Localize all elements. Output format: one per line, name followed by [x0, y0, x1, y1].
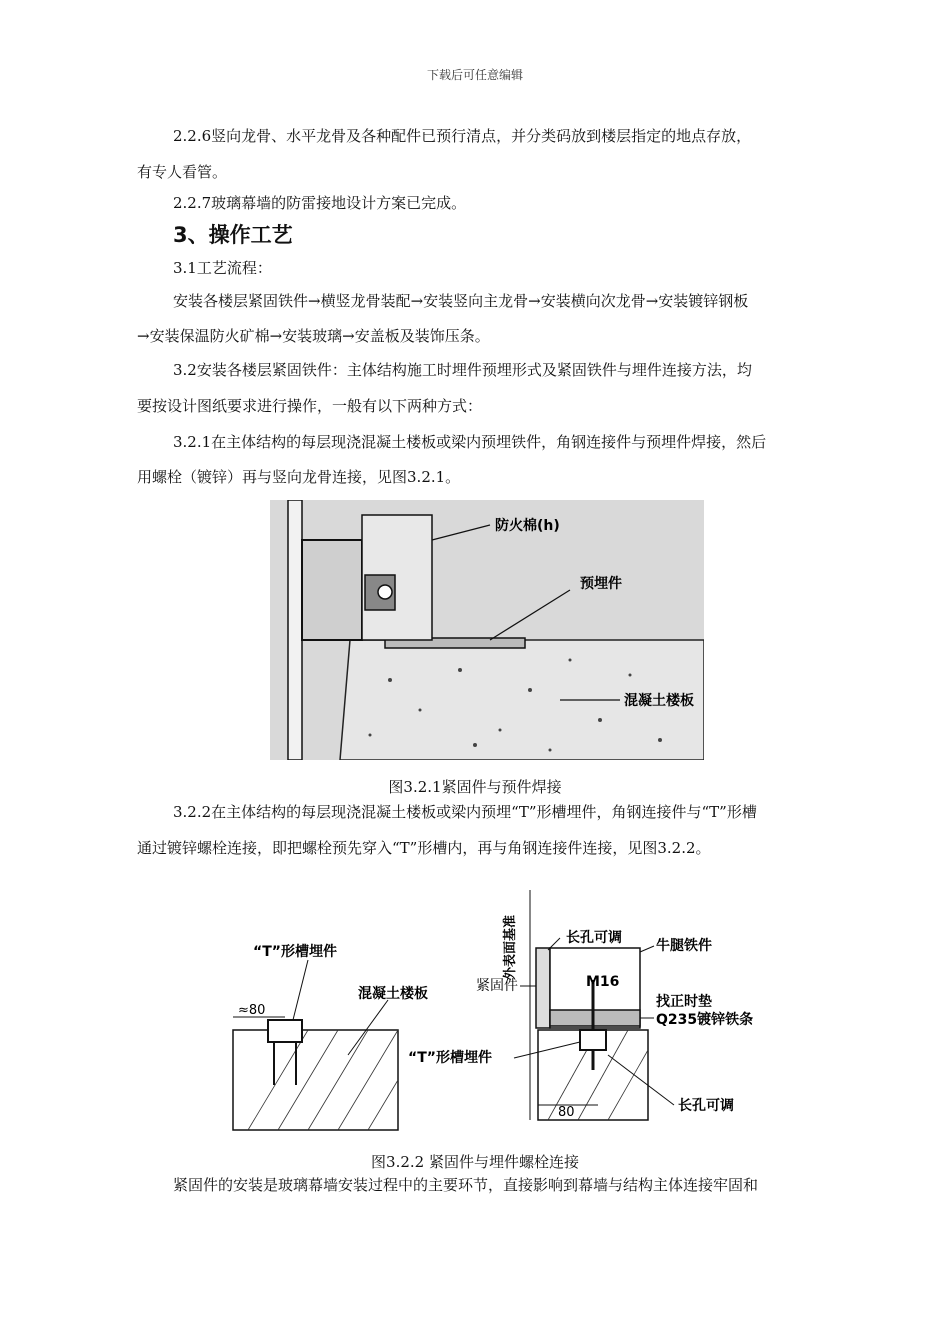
figure-3-2-1-caption: 图3.2.1紧固件与预件焊接: [388, 778, 562, 796]
label-concrete-slab: 混凝土楼板: [624, 693, 694, 709]
para-3-2-2-line1: 3.2.2在主体结构的每层现浇混凝土楼板或梁内预埋“T”形槽埋件，角钢连接件与“T”形槽: [173, 803, 757, 821]
para-3-1: 3.1工艺流程：: [173, 259, 272, 277]
left-label-t-slot: “T”形槽埋件: [253, 944, 337, 960]
right-label-slot-top: 长孔可调: [566, 930, 622, 946]
figure-3-2-2-caption: 图3.2.2 紧固件与埋件螺栓连接: [371, 1153, 579, 1171]
label-fire-insulation: 防火棉(h): [495, 518, 560, 534]
right-label-strip: Q235镀锌铁条: [656, 1012, 754, 1028]
bolt: [378, 585, 392, 599]
right-dimension: 80: [558, 1105, 575, 1120]
right-label-fastener: 紧固件: [476, 978, 518, 994]
para-2-2-6-line2: 有专人看管。: [137, 163, 228, 181]
para-last: 紧固件的安装是玻璃幕墙安装过程中的主要环节，直接影响到幕墙与结构主体连接牢固和: [173, 1176, 759, 1194]
page-header: 下载后可任意编辑: [426, 68, 523, 82]
right-label-bracket: 牛腿铁件: [656, 938, 712, 954]
figure-3-2-2: [218, 880, 778, 1140]
right-label-m16: M16: [586, 974, 620, 990]
figure-3-2-2-left: [233, 943, 428, 1130]
section-heading-3: 3、操作工艺: [173, 223, 293, 247]
label-embedded-part: 预埋件: [580, 576, 622, 592]
galvanized-strip: [550, 1010, 640, 1026]
mullion-profile: [302, 540, 362, 640]
right-label-shim: 找正时垫: [656, 994, 712, 1010]
glass-edge: [288, 500, 302, 760]
left-dimension: ≈80: [238, 1003, 266, 1018]
para-3-2-line2: 要按设计图纸要求进行操作，一般有以下两种方式：: [137, 397, 483, 415]
para-2-2-7: 2.2.7玻璃幕墙的防雷接地设计方案已完成。: [173, 194, 467, 212]
right-label-datum: 外表面基准: [503, 914, 518, 980]
right-label-slot-bottom: 长孔可调: [678, 1098, 734, 1114]
fastener-plate: [536, 948, 550, 1028]
para-3-2-1-line1: 3.2.1在主体结构的每层现浇混凝土楼板或梁内预埋铁件，角钢连接件与预埋件焊接，然后: [173, 433, 767, 451]
left-label-slab: 混凝土楼板: [358, 986, 428, 1002]
para-3-2-1-line2: 用螺栓（镀锌）再与竖向龙骨连接，见图3.2.1。: [137, 468, 461, 486]
right-label-t-slot: “T”形槽埋件: [408, 1050, 492, 1066]
para-3-2-2-line2: 通过镀锌螺栓连接，即把螺栓预先穿入“T”形槽内，再与角钢连接件连接，见图3.2.2。: [137, 839, 711, 857]
figure-3-2-1: [270, 500, 704, 760]
para-3-2-line1: 3.2安装各楼层紧固铁件：主体结构施工时埋件预埋形式及紧固铁件与埋件连接方法，均: [173, 361, 752, 379]
figure-3-2-2-right: [408, 890, 753, 1120]
t-slot-embed: [268, 1020, 302, 1042]
flow-line2: →安装保温防火矿棉→安装玻璃→安盖板及装饰压条。: [137, 327, 490, 345]
flow-line1: 安装各楼层紧固铁件→横竖龙骨装配→安装竖向主龙骨→安装横向次龙骨→安装镀锌钢板: [173, 292, 749, 310]
para-2-2-6-line1: 2.2.6竖向龙骨、水平龙骨及各种配件已预行清点，并分类码放到楼层指定的地点存放，: [173, 127, 752, 145]
